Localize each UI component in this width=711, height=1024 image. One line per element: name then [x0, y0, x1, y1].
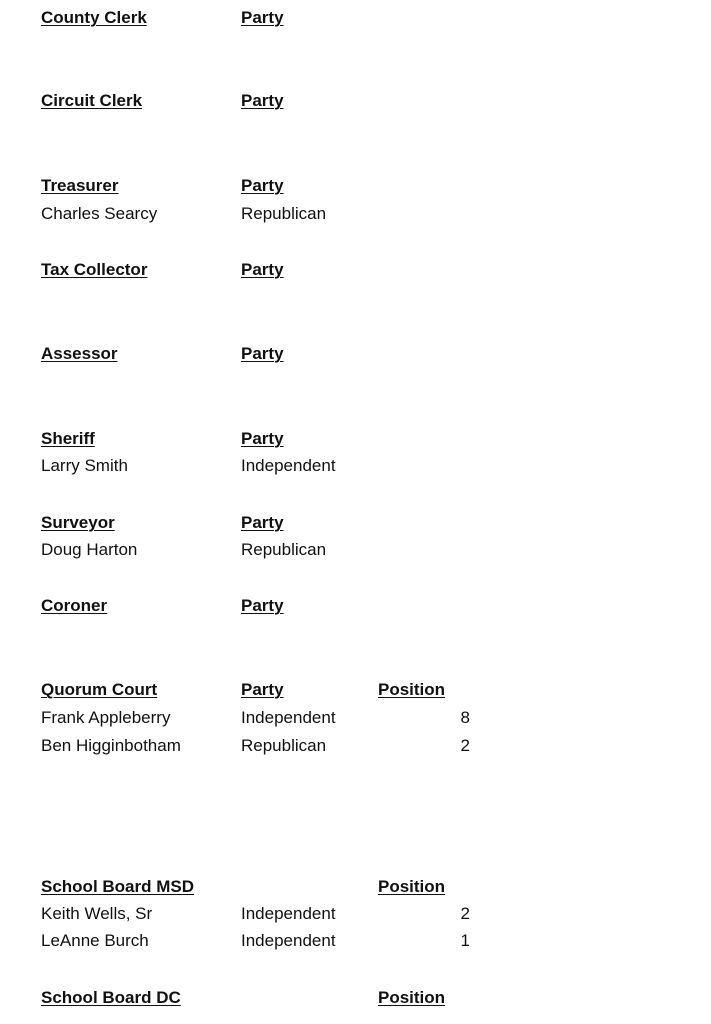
quorum-court-party-heading: Party — [241, 680, 284, 699]
coroner-party-heading: Party — [241, 596, 284, 615]
quorum-court-candidate-position: 8 — [460, 708, 470, 727]
surveyor-heading: Surveyor — [41, 513, 115, 532]
treasurer-party-heading: Party — [241, 176, 284, 195]
sheriff-heading: Sheriff — [41, 429, 95, 448]
treasurer-candidate-name: Charles Searcy — [41, 204, 158, 223]
surveyor-party-heading: Party — [241, 513, 284, 532]
sheriff-party-heading: Party — [241, 429, 284, 448]
surveyor-candidate-name: Doug Harton — [41, 540, 138, 559]
school-board-msd-candidate-name: Keith Wells, Sr — [41, 904, 153, 923]
treasurer-candidate-party: Republican — [241, 204, 327, 223]
circuit-clerk-heading: Circuit Clerk — [41, 91, 143, 110]
quorum-court-candidate-name: Frank Appleberry — [41, 708, 171, 727]
county-clerk-party-heading: Party — [241, 8, 284, 27]
sheriff-candidate-name: Larry Smith — [41, 456, 128, 475]
circuit-clerk-party-heading: Party — [241, 91, 284, 110]
surveyor-candidate-party: Republican — [241, 540, 327, 559]
school-board-msd-candidate-name: LeAnne Burch — [41, 931, 149, 950]
school-board-dc-position-heading: Position — [378, 988, 446, 1007]
school-board-msd-candidate-position: 1 — [460, 931, 470, 950]
assessor-party-heading: Party — [241, 344, 284, 363]
assessor-heading: Assessor — [41, 344, 118, 363]
coroner-heading: Coroner — [41, 596, 108, 615]
treasurer-heading: Treasurer — [41, 176, 119, 195]
school-board-msd-heading: School Board MSD — [41, 877, 195, 896]
quorum-court-candidate-position: 2 — [460, 736, 470, 755]
quorum-court-position-heading: Position — [378, 680, 446, 699]
school-board-msd-candidate-party: Independent — [241, 904, 336, 923]
tax-collector-heading: Tax Collector — [41, 260, 148, 279]
school-board-msd-candidate-position: 2 — [460, 904, 470, 923]
quorum-court-candidate-party: Independent — [241, 708, 336, 727]
county-clerk-heading: County Clerk — [41, 8, 147, 27]
school-board-msd-position-heading: Position — [378, 877, 446, 896]
quorum-court-heading: Quorum Court — [41, 680, 158, 699]
school-board-msd-candidate-party: Independent — [241, 931, 336, 950]
sheriff-candidate-party: Independent — [241, 456, 336, 475]
tax-collector-party-heading: Party — [241, 260, 284, 279]
school-board-dc-heading: School Board DC — [41, 988, 181, 1007]
quorum-court-candidate-party: Republican — [241, 736, 327, 755]
quorum-court-candidate-name: Ben Higginbotham — [41, 736, 181, 755]
